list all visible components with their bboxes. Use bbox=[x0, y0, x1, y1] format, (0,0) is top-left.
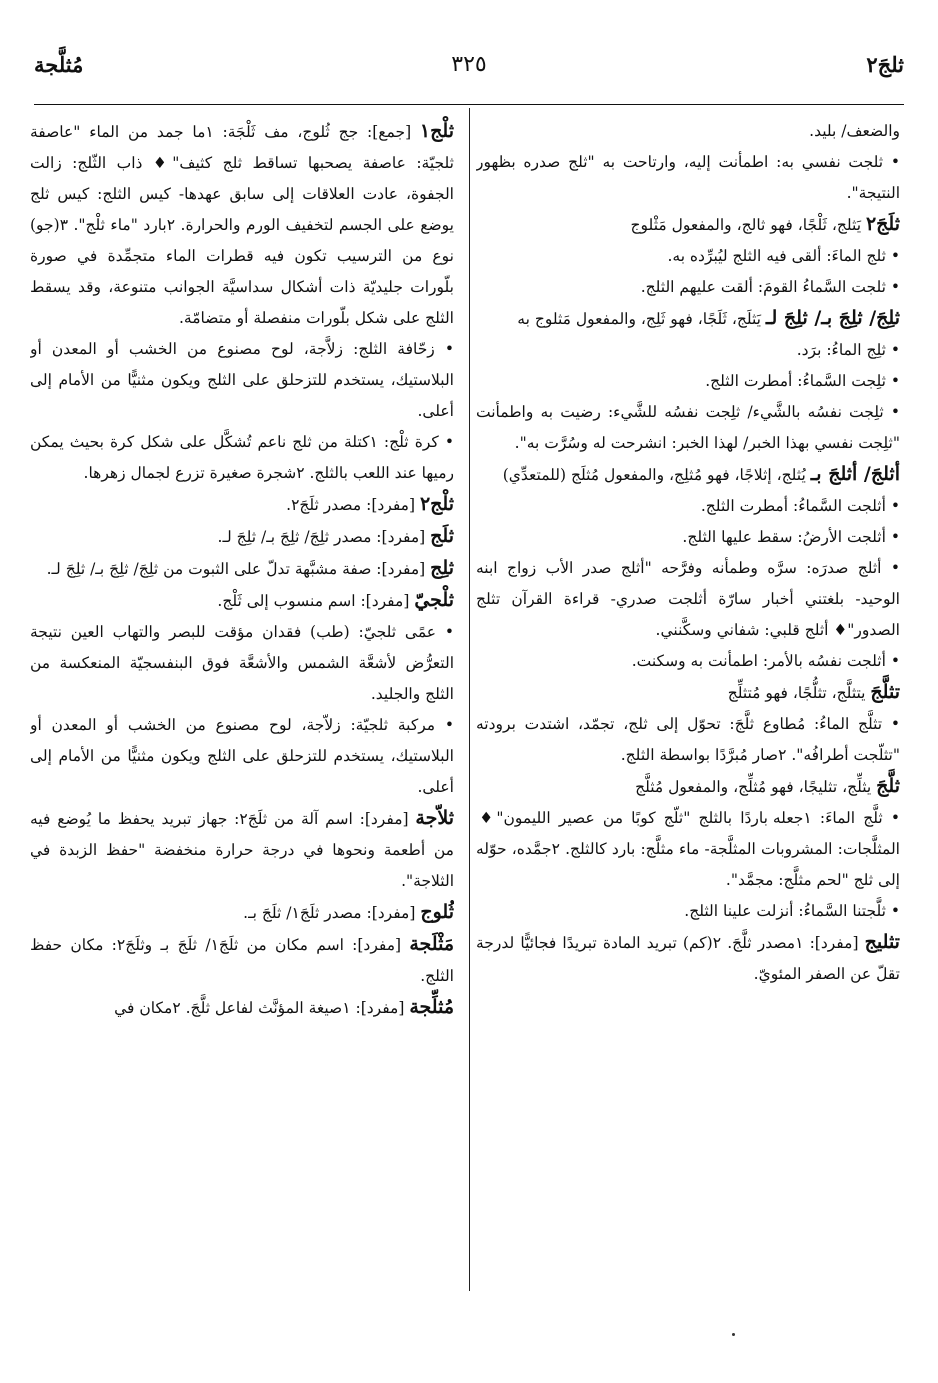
entry-text: يثلِّج، تثليجًا، فهو مُثلِّج، والمفعول مُثلَّج bbox=[635, 778, 877, 796]
entry-text: • تثلَّج الماءُ: مُطاوع ثلَّجَ: تحوّل إلى ثلج، تجمّد، اشتدت برودته "تثلّجت أطرافُه". ٢صار مُبرَّدًا بواسطة الثلج. bbox=[476, 715, 900, 764]
dictionary-entry bbox=[476, 677, 900, 709]
headword: مُثلِّجة bbox=[409, 996, 454, 1018]
headword: تثلَّجَ bbox=[870, 681, 900, 703]
entry-sense bbox=[476, 803, 900, 896]
entry-sense bbox=[476, 397, 900, 459]
entry-sense bbox=[476, 116, 900, 147]
headword: ثُلوج bbox=[420, 901, 454, 923]
headword: ثلَّجَ bbox=[876, 775, 900, 797]
entry-text: • أثلجت السَّماءُ: أمطرت الثلج. bbox=[700, 497, 900, 515]
entry-text: [مفرد]: ١صيغة المؤنَّث لفاعل ثلَّجَ. ٢مكان في bbox=[114, 999, 410, 1017]
dictionary-entry bbox=[476, 459, 900, 491]
headword: ثلَجَ٢ bbox=[865, 213, 900, 235]
entry-text: • ثلجت نفسي به: اطمأنت إليه، وارتاحت به "ثلج صدره بظهور النتيجة". bbox=[476, 153, 900, 202]
entry-text: [مفرد]: اسم منسوب إلى ثَلْج. bbox=[217, 592, 415, 610]
entry-text: [مفرد]: مصدر ثلَجَ١/ ثلَجَ بـ. bbox=[243, 904, 421, 922]
entry-text: • أثلجت الأرضُ: سقط عليها الثلج. bbox=[682, 528, 900, 546]
guide-word-first: ثلجَ٢ bbox=[866, 52, 904, 77]
headword: ثلِجَ/ ثلِجَ بـ/ ثلِجَ لـ bbox=[765, 307, 900, 329]
dictionary-entry bbox=[30, 116, 454, 334]
headword: ثلَج bbox=[430, 525, 454, 547]
guide-word-last: مُثلَّجة bbox=[34, 52, 84, 77]
entry-sense bbox=[30, 334, 454, 427]
headword: ثلاّجة bbox=[415, 807, 454, 829]
entry-text: يَثلج، ثَلْجًا، فهو ثالج، والمفعول مَثْلوج bbox=[630, 216, 866, 234]
dictionary-entry bbox=[476, 303, 900, 335]
page-header bbox=[34, 52, 904, 96]
entry-sense bbox=[476, 709, 900, 771]
dictionary-entry bbox=[30, 929, 454, 992]
entry-text: يتثلَّج، تثلُّجًا، فهو مُتثلِّج bbox=[727, 684, 871, 702]
entry-text: [مفرد]: مصدر ثلَجَ٢. bbox=[286, 496, 420, 514]
dictionary-entry bbox=[476, 771, 900, 803]
dictionary-entry bbox=[30, 521, 454, 553]
entry-text: • ثلِجت نفسُه بالشَّيء/ ثلِجت نفسُه للشَّيء: رضيت به واطمأنت "ثلِجت نفسي بهذا الخبر/ لهذا الخبر: انشرحت له وسُرَّت به". bbox=[476, 403, 900, 452]
entry-text: يَثلَج، ثَلَجًا، فهو ثَلِج، والمفعول مَثلوج به bbox=[517, 310, 766, 328]
footer-mark bbox=[732, 1333, 735, 1336]
left-column bbox=[30, 116, 454, 1291]
entry-sense bbox=[476, 241, 900, 272]
entry-sense bbox=[30, 617, 454, 710]
headword: تثليج bbox=[864, 931, 900, 953]
entry-text: يُثلج، إثلاجًا، فهو مُثلِج، والمفعول مُثلَج (للمتعدِّي) bbox=[502, 466, 811, 484]
entry-text: • ثلجت السَّماءُ القومَ: ألقت عليهم الثلج. bbox=[640, 278, 900, 296]
headword: ثلْج١ bbox=[419, 120, 454, 142]
entry-sense bbox=[476, 896, 900, 927]
entry-sense bbox=[476, 491, 900, 522]
entry-sense bbox=[476, 366, 900, 397]
entry-text: [مفرد]: ١مصدر ثلَّجَ. ٢(كم) تبريد المادة تبريدًا فجائيًّا لدرجة تقلّ عن الصفر المئويّ. bbox=[476, 934, 900, 983]
dictionary-entry bbox=[30, 992, 454, 1024]
headword: أثلجَ/ أثلجَ بـ bbox=[810, 463, 900, 485]
entry-sense bbox=[476, 522, 900, 553]
entry-text: • أثلجت نفسُه بالأمر: اطمأنت به وسكنت. bbox=[631, 652, 900, 670]
entry-text: • زحّافة الثلج: زلاَّجة، لوح مصنوع من الخشب أو المعدن أو البلاستيك، يستخدم للتزحلق على الثلج ويكون مثنيًّا من الأمام إلى أعلى. bbox=[30, 340, 454, 420]
entry-text: • مركبة ثلجيّة: زلاّجة، لوح مصنوع من الخشب أو المعدن أو البلاستيك، يستخدم للتزحلق على الثلج ويكون مثنيًّا من الأمام إلى أعلى. bbox=[30, 716, 454, 796]
headword: ثلْجيّ bbox=[414, 589, 454, 611]
entry-text: [جمع]: جج ثُلوج، مف ثَلْجَة: ١ما جمد من الماء "عاصفة ثلجيّة: عاصفة يصحبها تساقط ثلج كثيف"♦ ذاب الثّلج: زالت الجفوة، عادت العلاقات إلى سابق عهدها- كيس الثلج: كيس ثلج يوضع على الجسم لتخفيف الورم والحرارة. ٢بارد "ماء ثلْج". ٣(جو) نوع من الترسيب تكون فيه قطرات الماء متجمِّدة في صورة بلّورات جليديّة ذات أشكال سداسيَّة الجوانب متنوعة، وقد يسقط الثلج على شكل بلّورات منفصلة أو متضامّة. bbox=[30, 123, 454, 327]
page-number: ٣٢٥ bbox=[451, 52, 487, 77]
entry-text: • ثلِج الماءُ: برَد. bbox=[796, 341, 900, 359]
dictionary-entry bbox=[30, 553, 454, 585]
dictionary-entry bbox=[30, 897, 454, 929]
entry-text: والضعف/ بليد. bbox=[809, 122, 900, 140]
entry-text: • كرة ثلْج: ١كتلة من ثلج ناعم تُشكَّل على شكل كرة بحيث يمكن رميها عند اللعب بالثلج. ٢شجرة صغيرة تزرع لجمال زهرها. bbox=[30, 433, 454, 482]
entry-text: [مفرد]: مصدر ثلِجَ/ ثلِجَ بـ/ ثلِجَ لـ. bbox=[217, 528, 431, 546]
entry-text: • عمًى ثلجيّ: (طب) فقدان مؤقت للبصر والتهاب العين نتيجة التعرُّض لأشعَّة الشمس والأشعَّة فوق البنفسجيّة المنعكسة من الثلج والجليد. bbox=[30, 623, 454, 703]
entry-sense bbox=[476, 335, 900, 366]
entry-sense bbox=[30, 427, 454, 489]
entry-text: • أثلج صدرَه: سرَّه وطمأنه وفرَّحه "أثلج صدر الأب زواج ابنه الوحيد- بلغتني أخبار سارّة أثلجت صدري- قراءة القرآن تثلج الصدور"♦ أثلج قلبي: شفاني وسكَّنني. bbox=[476, 559, 900, 639]
entry-sense bbox=[476, 553, 900, 646]
entry-text: [مفرد]: اسم آلة من ثلَجَ٢: جهاز تبريد يحفظ ما يُوضع فيه من أطعمة ونحوها في درجة حرارة منخفضة "حفظ الزبدة في الثلاجة". bbox=[30, 810, 454, 890]
entry-text: [مفرد]: صفة مشبَّهة تدلّ على الثبوت من ثلِجَ/ ثلِجَ بـ/ ثلِجَ لـ. bbox=[46, 560, 431, 578]
entry-sense bbox=[476, 147, 900, 209]
headword: مَثْلَجة bbox=[409, 933, 454, 955]
entry-text: • ثلِجت السَّماءُ: أمطرت الثلج. bbox=[705, 372, 900, 390]
headword: ثلْج٢ bbox=[419, 493, 454, 515]
entry-text: • ثلَّجتنا السَّماءُ: أنزلت علينا الثلج. bbox=[684, 902, 900, 920]
dictionary-entry bbox=[30, 803, 454, 897]
dictionary-entry bbox=[30, 585, 454, 617]
dictionary-entry bbox=[30, 489, 454, 521]
header-rule bbox=[34, 104, 904, 105]
entry-text: • ثلَّج الماءَ: ١جعله باردًا بالثلج "ثلّج كوبًا من عصير الليمون"♦ المثلَّجات: المشروبات المثلَّجة- ماء مثلَّج: بارد كالثلج. ٢جمَّده، حوّله إلى ثلج "لحم مثلَّج: مجمَّد". bbox=[476, 809, 900, 889]
right-column bbox=[476, 116, 900, 1291]
entry-sense bbox=[476, 272, 900, 303]
entry-sense bbox=[476, 646, 900, 677]
dictionary-entry bbox=[476, 209, 900, 241]
dictionary-entry bbox=[476, 927, 900, 990]
entry-sense bbox=[30, 710, 454, 803]
entry-text: • ثلج الماءَ: ألقى فيه الثلج ليُبرِّده به. bbox=[667, 247, 900, 265]
headword: ثلِج bbox=[430, 557, 454, 579]
entry-text: [مفرد]: اسم مكان من ثلَجَ١/ ثلَجَ بـ وثلَجَ٢: مكان حفظ الثلج. bbox=[30, 936, 454, 985]
column-divider bbox=[469, 108, 470, 1291]
